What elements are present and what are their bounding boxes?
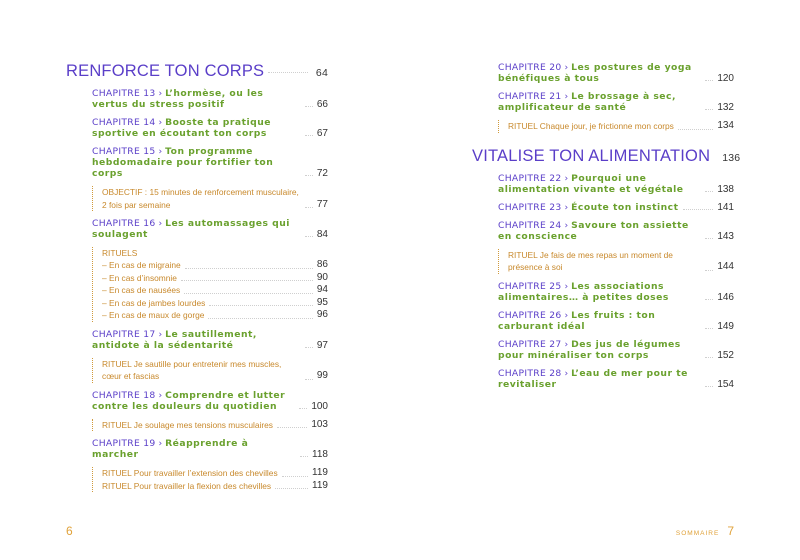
entry-page: 143	[717, 230, 734, 242]
entry-page: 132	[717, 102, 734, 113]
leader-dots	[184, 293, 313, 294]
entry-page: 134	[717, 120, 734, 131]
chapter-text	[498, 62, 701, 84]
leader-dots	[275, 488, 308, 489]
ritual-block	[92, 358, 328, 383]
ritual-block	[92, 186, 328, 211]
chapter-title: L’hormèse, ou les vertus du stress positif	[92, 88, 264, 110]
chapter-separator: ›	[561, 172, 572, 184]
section-title: VITALISE TON ALIMENTATION	[472, 146, 711, 165]
leader-dots	[705, 238, 713, 239]
leader-dots	[268, 72, 308, 73]
chapter-number: CHAPITRE 24	[498, 219, 562, 231]
entry-page: 138	[717, 183, 734, 195]
ritual-text: – En cas de nausées	[102, 285, 181, 295]
toc-left-column	[66, 62, 328, 499]
chapter-title: Des jus de légumes pour minéraliser ton corps	[498, 338, 681, 361]
leader-dots	[305, 236, 313, 237]
ritual-entry[interactable]	[102, 284, 328, 297]
toc-chapter-entry[interactable]	[498, 173, 734, 195]
chapter-separator: ›	[561, 367, 572, 379]
entry-page: 94	[316, 284, 328, 295]
toc-chapter-entry[interactable]	[92, 88, 328, 110]
section-title: RENFORCE TON CORPS	[66, 62, 265, 80]
chapter-separator: ›	[561, 280, 572, 292]
chapter-text	[498, 220, 701, 242]
chapter-text	[92, 390, 295, 412]
chapter-text	[498, 310, 701, 332]
chapter-separator: ›	[561, 338, 572, 350]
leader-dots	[705, 80, 713, 81]
folio-left	[66, 524, 73, 538]
ritual-text: – En cas d’insomnie	[102, 272, 177, 283]
chapter-separator: ›	[155, 389, 166, 401]
entry-page: 90	[316, 271, 328, 283]
toc-right-column	[472, 62, 741, 397]
chapter-text	[498, 173, 701, 195]
toc-chapter-entry[interactable]	[498, 368, 734, 390]
chapter-text	[92, 218, 301, 240]
leader-dots	[305, 175, 313, 176]
ritual-entry[interactable]	[102, 186, 328, 211]
entry-page: 99	[316, 370, 328, 381]
section-page: 64	[315, 67, 328, 79]
entry-page: 120	[717, 73, 734, 84]
entry-page: 119	[312, 479, 328, 491]
ritual-text: RITUEL Chaque jour, je frictionne mon corps	[508, 121, 674, 131]
chapter-number: CHAPITRE 28	[498, 367, 562, 379]
chapter-title: Les associations alimentaires… à petites doses	[498, 280, 669, 303]
chapter-title: Le brossage à sec, amplificateur de santé	[498, 91, 676, 113]
chapter-number: CHAPITRE 18	[92, 389, 156, 401]
chapter-title: Booste ta pratique sportive en écoutant ton corps	[92, 117, 271, 139]
chapter-separator: ›	[155, 88, 166, 99]
leader-dots	[683, 209, 714, 210]
toc-chapter-entry[interactable]	[498, 202, 734, 213]
chapter-title: Les postures de yoga bénéfiques à tous	[498, 62, 692, 84]
entry-page: 146	[717, 291, 734, 303]
leader-dots	[705, 328, 713, 329]
leader-dots	[209, 305, 313, 306]
chapter-title: Réapprendre à marcher	[92, 438, 249, 460]
entry-page: 144	[717, 261, 734, 272]
leader-dots	[705, 191, 713, 192]
ritual-text: – En cas de migraine	[102, 260, 181, 270]
entry-page: 119	[312, 467, 328, 478]
chapter-number: CHAPITRE 15	[92, 146, 156, 157]
leader-dots	[305, 207, 313, 208]
section-page: 136	[722, 151, 741, 164]
leader-dots	[300, 456, 308, 457]
ritual-block	[498, 249, 734, 274]
chapter-number: CHAPITRE 23	[498, 201, 562, 213]
entry-page: 84	[316, 229, 328, 240]
toc-chapter-entry[interactable]	[498, 62, 734, 84]
toc-chapter-entry[interactable]	[498, 91, 734, 113]
ritual-text: RITUEL Je soulage mes tensions musculaires	[102, 419, 273, 430]
chapter-number: CHAPITRE 27	[498, 338, 562, 350]
entry-page: 97	[316, 339, 328, 351]
entry-page: 152	[717, 349, 734, 361]
toc-chapter-entry[interactable]	[92, 117, 328, 139]
ritual-entry[interactable]	[102, 467, 328, 480]
entry-page: 67	[316, 128, 328, 139]
leader-dots	[185, 268, 313, 269]
leader-dots	[705, 386, 713, 387]
toc-chapter-entry[interactable]	[92, 329, 328, 351]
ritual-entry[interactable]	[102, 309, 328, 322]
chapter-text	[498, 202, 679, 213]
ritual-text: RITUEL Pour travailler la flexion des chevilles	[102, 480, 272, 491]
chapter-number: CHAPITRE 25	[498, 280, 562, 292]
entry-page: 96	[316, 309, 328, 320]
toc-chapter-entry[interactable]	[92, 146, 328, 179]
entry-page: 95	[316, 296, 328, 308]
chapter-text	[92, 329, 301, 351]
ritual-text: RITUEL Je fais de mes repas un moment de présence à soi	[508, 249, 673, 272]
ritual-block	[92, 419, 328, 432]
leader-dots	[305, 347, 313, 348]
leader-dots	[305, 106, 313, 107]
chapter-separator: ›	[155, 146, 166, 157]
page-number: 7	[727, 524, 734, 538]
chapter-title: Écoute ton instinct	[571, 201, 679, 213]
chapter-text	[92, 117, 301, 139]
chapter-number: CHAPITRE 26	[498, 309, 562, 321]
chapter-text	[498, 281, 701, 303]
leader-dots	[305, 135, 313, 136]
chapter-separator: ›	[155, 438, 166, 449]
chapter-number: CHAPITRE 19	[92, 438, 156, 449]
leader-dots	[181, 280, 313, 281]
chapter-number: CHAPITRE 20	[498, 62, 562, 73]
entry-page: 154	[717, 378, 734, 390]
toc-chapter-entry[interactable]	[92, 438, 328, 460]
ritual-entry[interactable]	[102, 480, 328, 493]
ritual-entry[interactable]	[102, 358, 328, 383]
chapter-separator: ›	[561, 309, 572, 321]
entry-page: 149	[717, 320, 734, 332]
chapter-number: CHAPITRE 21	[498, 91, 562, 102]
chapter-number: CHAPITRE 22	[498, 172, 562, 184]
toc-chapter-entry[interactable]	[92, 390, 328, 412]
leader-dots	[282, 476, 308, 477]
leader-dots	[705, 270, 713, 271]
ritual-entry[interactable]	[102, 272, 328, 285]
ritual-text: OBJECTIF : 15 minutes de renforcement musculaire, 2 fois par semaine	[102, 187, 299, 210]
entry-page: 86	[316, 259, 328, 270]
entry-page: 100	[311, 400, 328, 412]
chapter-text	[92, 146, 301, 179]
leader-dots	[705, 299, 713, 300]
entry-page: 103	[311, 418, 328, 430]
folio-right	[676, 524, 734, 538]
ritual-entry[interactable]	[508, 120, 734, 133]
leader-dots	[299, 408, 307, 409]
leader-dots	[705, 357, 713, 358]
chapter-separator: ›	[561, 219, 572, 231]
right-entries	[472, 173, 734, 390]
chapter-title: Les automassages qui soulagent	[92, 218, 290, 240]
page-number: 6	[66, 524, 73, 538]
toc-chapter-entry[interactable]	[92, 218, 328, 240]
section-heading[interactable]	[66, 62, 328, 81]
ritual-entry[interactable]	[102, 259, 328, 272]
ritual-block	[498, 120, 734, 133]
ritual-heading: RITUELS	[102, 248, 138, 258]
ritual-text: – En cas de jambes lourdes	[102, 297, 206, 308]
left-entries	[66, 88, 328, 492]
toc-chapter-entry[interactable]	[498, 281, 734, 303]
chapter-separator: ›	[155, 117, 166, 128]
ritual-block	[92, 467, 328, 492]
chapter-number: CHAPITRE 16	[92, 218, 156, 229]
ritual-text: – En cas de maux de gorge	[102, 310, 205, 320]
chapter-title: Savoure ton assiette en conscience	[498, 219, 689, 242]
chapter-text	[92, 438, 296, 460]
toc-chapter-entry[interactable]	[498, 339, 734, 361]
chapter-text	[92, 88, 301, 110]
chapter-separator: ›	[561, 62, 572, 73]
section-heading[interactable]	[472, 146, 741, 166]
leader-dots	[208, 318, 312, 319]
chapter-title: Pourquoi une alimentation vivante et végétale	[498, 172, 684, 195]
chapter-separator: ›	[155, 218, 166, 229]
leader-dots	[705, 109, 713, 110]
ritual-block	[92, 247, 328, 322]
leader-dots	[305, 379, 313, 380]
entry-page: 66	[316, 99, 328, 110]
chapter-title: Les fruits : ton carburant idéal	[498, 309, 656, 332]
ritual-entry[interactable]	[102, 419, 328, 432]
entry-page: 118	[312, 449, 328, 460]
chapter-text	[498, 91, 701, 113]
right-entries-continued	[472, 62, 734, 133]
entry-page: 72	[316, 168, 328, 179]
toc-chapter-entry[interactable]	[498, 220, 734, 242]
entry-page: 141	[717, 201, 734, 213]
leader-dots	[678, 129, 713, 130]
chapter-number: CHAPITRE 13	[92, 88, 156, 99]
chapter-text	[498, 368, 701, 390]
leader-dots	[277, 427, 307, 428]
chapter-title: L’eau de mer pour te revitaliser	[498, 367, 688, 390]
toc-chapter-entry[interactable]	[498, 310, 734, 332]
chapter-separator: ›	[561, 201, 572, 213]
chapter-title: Le sautillement, antidote à la sédentarité	[92, 328, 257, 351]
chapter-separator: ›	[561, 91, 572, 102]
ritual-text: RITUEL Pour travailler l’extension des chevilles	[102, 468, 278, 478]
ritual-entry[interactable]	[102, 297, 328, 310]
chapter-title: Comprendre et lutter contre les douleurs du quotidien	[92, 389, 286, 412]
chapter-number: CHAPITRE 17	[92, 328, 156, 340]
ritual-entry[interactable]	[508, 249, 734, 274]
ritual-text: RITUEL Je sautille pour entretenir mes muscles, cœur et fascias	[102, 358, 282, 381]
chapter-separator: ›	[155, 328, 166, 340]
running-footer-label: SOMMAIRE	[675, 530, 720, 537]
chapter-text	[498, 339, 701, 361]
entry-page: 77	[316, 198, 328, 210]
chapter-number: CHAPITRE 14	[92, 117, 156, 128]
chapter-title: Ton programme hebdomadaire pour fortifier ton corps	[92, 146, 274, 179]
